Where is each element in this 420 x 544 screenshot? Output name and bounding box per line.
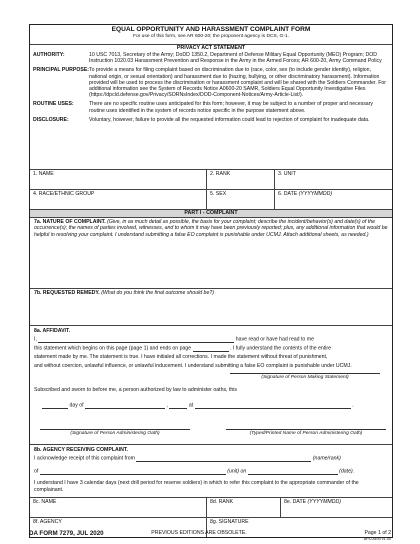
rank-field[interactable]: 2. RANK <box>207 170 275 189</box>
affidavit-line-3: statement made by me. The statement is true. I have initialed all corrections. I made the statement without threat of punishment, <box>34 354 328 361</box>
routine-label: ROUTINE USES: <box>33 101 74 108</box>
part1-heading: PART I - COMPLAINT <box>30 210 392 218</box>
bottom-row-1 <box>30 498 392 518</box>
affidavit-section <box>30 326 392 445</box>
disclosure-label: DISCLOSURE: <box>33 116 69 123</box>
date-field-number: 6. DATE <box>278 191 299 197</box>
unit-on-caption: (unit) on <box>227 469 247 475</box>
affiant-name-blank[interactable] <box>38 336 234 343</box>
agency-date-number: 8e. DATE <box>284 499 308 505</box>
requested-remedy-field[interactable] <box>30 289 392 326</box>
agency-understand-text: I understand I have 3 calendar days (next drill period for reserve soldiers) in which to refer this complaint to the appropriate commander of the complainant. <box>34 480 359 493</box>
race-field[interactable]: 4. RACE/ETHNIC GROUP <box>30 190 207 209</box>
admin-name-caption: (Typed/Printed Name of Person Administering Oath) <box>249 431 363 436</box>
agency-ack-text: I acknowledge receipt of this complaint from <box>34 456 135 462</box>
name-rank-caption: (name/rank) <box>312 456 341 462</box>
date-field-format: (YYYYMMDD) <box>298 191 333 197</box>
unit-field[interactable]: 3. UNIT <box>278 171 296 177</box>
affidavit-label: 8a. AFFIDAVIT. <box>34 328 71 334</box>
form-id: DA FORM 7279, JUL 2020 <box>29 530 104 537</box>
day-of-label: day of <box>69 402 84 409</box>
disclosure-block <box>30 117 392 123</box>
date-field[interactable] <box>275 190 392 209</box>
affidavit-line-4: and without coercion, unlawful influence, or unlawful inducement. I understand submitting a false EO complaint is punishable under UCMJ. <box>34 362 352 369</box>
authority-block <box>30 52 392 64</box>
agency-receiving-section <box>30 445 392 498</box>
privacy-heading: PRIVACY ACT STATEMENT <box>176 45 246 51</box>
agency-date-format: (YYYYMMDD) <box>307 499 341 505</box>
affidavit-line-2 <box>30 344 392 353</box>
agency-rank-field[interactable]: 8d. RANK <box>207 498 281 517</box>
remedy-instructions: (What do you think the final outcome should be?) <box>101 290 214 296</box>
oath-location-blank[interactable] <box>195 402 354 409</box>
affidavit-read: have read or have had read to me <box>235 337 314 343</box>
purpose-label: PRINCIPAL PURPOSE: <box>33 67 90 74</box>
oath-month-blank[interactable] <box>85 402 165 409</box>
admin-signature-line[interactable] <box>40 429 190 430</box>
obsolete-notice: PREVIOUS EDITIONS ARE OBSOLETE. <box>151 530 247 536</box>
form-subtitle: For use of this form, see AR 600-20; the proponent agency is DCS, G-1. <box>132 34 290 39</box>
fields-row-2 <box>30 190 392 210</box>
form-title: EQUAL OPPORTUNITY AND HARASSMENT COMPLAINT FORM <box>111 26 311 33</box>
form-header <box>30 25 392 45</box>
admin-signature-caption: (Signature of Person Administering Oath) <box>70 431 160 436</box>
affiant-signature-line[interactable] <box>230 373 380 374</box>
purpose-block <box>30 67 392 98</box>
oath-year-blank[interactable] <box>166 402 187 409</box>
affidavit-i: I, <box>34 337 37 343</box>
unit-blank[interactable] <box>40 468 226 475</box>
at-label: at <box>188 402 194 409</box>
affiant-signature-caption: (Signature of Person Making Statement) <box>261 375 349 380</box>
oath-period: . <box>352 402 354 409</box>
oath-comma: , <box>166 402 168 409</box>
nature-of-complaint-field[interactable] <box>30 218 392 289</box>
nature-instructions: (Give, in as much detail as possible, the basis for your complaint; describe the incident/behavior(s) and date(s) of the occurrence(s); the names of parties involved, witnesses, and to whom it may have been previously reported; plus, any additional information that would be helpful in resolving your complaint. I understand submitting a false EO complaint is punishable under UCMJ. Attach additional sheets, as needed.) <box>34 219 388 238</box>
agency-name-field[interactable]: 8c. NAME <box>30 498 207 517</box>
nature-label: 7a. NATURE OF COMPLAINT. <box>34 219 106 225</box>
agency-signature-field[interactable]: 8g. SIGNATURE <box>210 519 249 525</box>
agency-label: 8b. AGENCY RECEIVING COMPLAINT. <box>34 447 128 453</box>
authority-label: AUTHORITY: <box>33 52 65 58</box>
receipt-date-blank[interactable] <box>248 468 338 475</box>
disclosure-text: Voluntary, however, failure to provide all the requested information could lead to rejection of complaint for inadequate data. <box>89 116 370 123</box>
page-number: Page 1 of 2 <box>364 530 391 536</box>
authority-text: 10 USC 7013, Secretary of the Army; DoDD 1350.2, Department of Defense Military Equal Opportunity (MEO) Program; DOD Instruction 1020.03 Harassment Prevention and Response in the Army in the Armed Forces; AR 600-20, Army Command Policy <box>89 52 382 65</box>
agency-unit-line <box>30 467 392 476</box>
sworn-statement: Subscribed and sworn to before me, a person authorized by law to administer oaths, this <box>34 387 237 393</box>
complainant-blank[interactable] <box>136 455 311 462</box>
complaint-form <box>29 24 393 538</box>
affidavit-begins: this statement which begins on this page (page 1) and ends on page <box>34 346 192 352</box>
fields-row-1 <box>30 170 392 190</box>
of-label: of <box>34 469 39 475</box>
agency-date-field[interactable] <box>281 498 392 517</box>
apd-version: APD AEM v1.00 <box>363 537 391 541</box>
oath-date-line <box>42 402 388 409</box>
agency-field[interactable]: 8f. AGENCY <box>30 518 207 537</box>
oath-day-blank[interactable] <box>42 402 68 409</box>
admin-name-line[interactable] <box>226 429 386 430</box>
remedy-label: 7b. REQUESTED REMEDY. <box>34 290 100 296</box>
name-field[interactable]: 1. NAME <box>30 170 207 189</box>
end-page-blank[interactable] <box>193 345 229 352</box>
privacy-act-section <box>30 45 392 170</box>
routine-text: There are no specific routine uses anticipated for this form; however, it may be subject to a number of proper and necessary routine uses identified in the system of records notice specific in the purpose statement above. <box>89 101 374 114</box>
agency-ack-line <box>30 454 392 463</box>
purpose-text: To provide a means for filing complaint based on discrimination due to (race, color, sex (to include gender identity), religion, national origin, or sexual orientation) and harassment due to (hazing, bullying, or other discriminatory harassment). Information provided will be used to process the discrimination or harassment complaint and will be shared with the Soldiers Commander. For additional information see the System of Records Notice A0600-20 SAMR, Soldiers Equal Opportunity Investigative Files (https://dpcld.defense.gov/Privacy/SORNsIndex/DOD-Component-Notices/Army-Article-List/). <box>89 67 386 99</box>
affidavit-line-1 <box>30 335 392 344</box>
affidavit-understand: . I fully understand the contents of the entire <box>230 346 332 352</box>
date-caption: (date). <box>339 469 355 475</box>
sex-field[interactable]: 5. SEX <box>207 190 275 209</box>
routine-block <box>30 101 392 113</box>
